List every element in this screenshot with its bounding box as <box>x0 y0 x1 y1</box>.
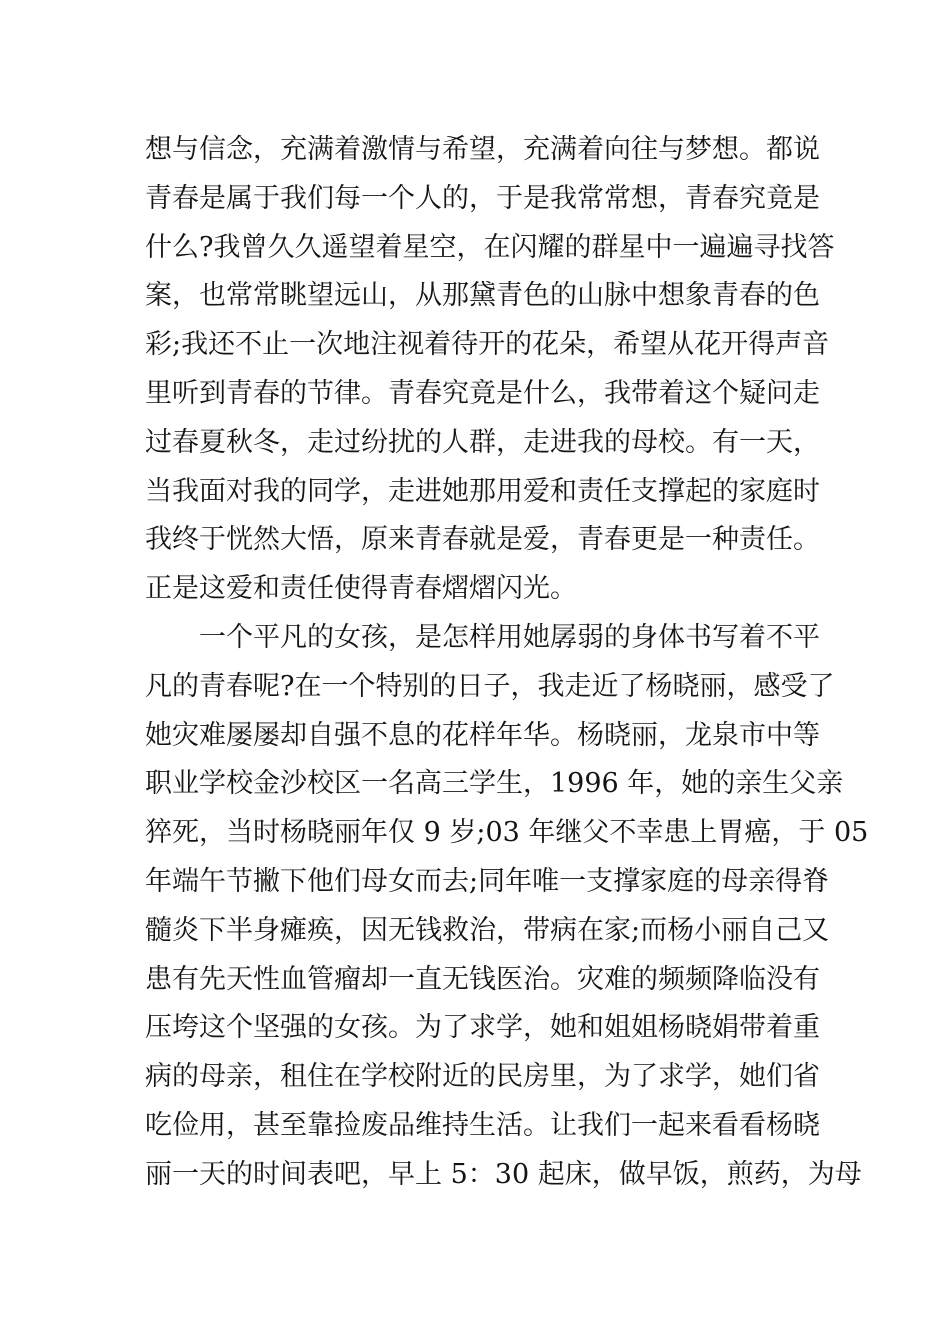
text-line: 我终于恍然大悟，原来青春就是爱，青春更是一种责任。 <box>145 524 820 556</box>
text-line: 压垮这个坚强的女孩。为了求学，她和姐姐杨晓娟带着重 <box>145 1012 820 1044</box>
text-line: 年端午节撇下他们母女而去;同年唯一支撑家庭的母亲得脊 <box>145 865 830 897</box>
text-line: 一个平凡的女孩，是怎样用她孱弱的身体书写着不平 <box>145 621 820 653</box>
text-line: 职业学校金沙校区一名高三学生，1996 年，她的亲生父亲 <box>145 768 844 800</box>
text-line: 她灾难屡屡却自强不息的花样年华。杨晓丽，龙泉市中等 <box>145 719 820 751</box>
text-line: 过春夏秋冬，走过纷扰的人群，走进我的母校。有一天， <box>145 426 820 458</box>
text-line: 青春是属于我们每一个人的，于是我常常想，青春究竟是 <box>145 182 820 214</box>
text-line: 什么?我曾久久遥望着星空，在闪耀的群星中一遍遍寻找答 <box>145 231 835 263</box>
text-line: 里听到青春的节律。青春究竟是什么，我带着这个疑问走 <box>145 377 820 409</box>
text-line: 吃俭用，甚至靠捡废品维持生活。让我们一起来看看杨晓 <box>145 1109 820 1141</box>
text-line: 髓炎下半身瘫痪，因无钱救治，带病在家;而杨小丽自己又 <box>145 914 830 946</box>
text-line: 丽一天的时间表吧，早上 5：30 起床，做早饭，煎药，为母 <box>145 1158 862 1190</box>
text-line: 想与信念，充满着激情与希望，充满着向往与梦想。都说 <box>145 134 820 165</box>
text-line: 当我面对我的同学，走进她那用爱和责任支撑起的家庭时 <box>145 475 820 507</box>
text-line: 彩;我还不止一次地注视着待开的花朵，希望从花开得声音 <box>145 329 830 361</box>
text-line: 正是这爱和责任使得青春熠熠闪光。 <box>145 573 577 605</box>
body-text <box>145 126 869 1200</box>
text-line: 凡的青春呢?在一个特别的日子，我走近了杨晓丽，感受了 <box>145 670 835 702</box>
text-line: 病的母亲，租住在学校附近的民房里，为了求学，她们省 <box>145 1061 820 1093</box>
text-line: 患有先天性血管瘤却一直无钱医治。灾难的频频降临没有 <box>145 963 820 995</box>
text-line: 案，也常常眺望远山，从那黛青色的山脉中想象青春的色 <box>145 280 820 312</box>
text-line: 猝死，当时杨晓丽年仅 9 岁;03 年继父不幸患上胃癌，于 05 <box>145 817 869 849</box>
